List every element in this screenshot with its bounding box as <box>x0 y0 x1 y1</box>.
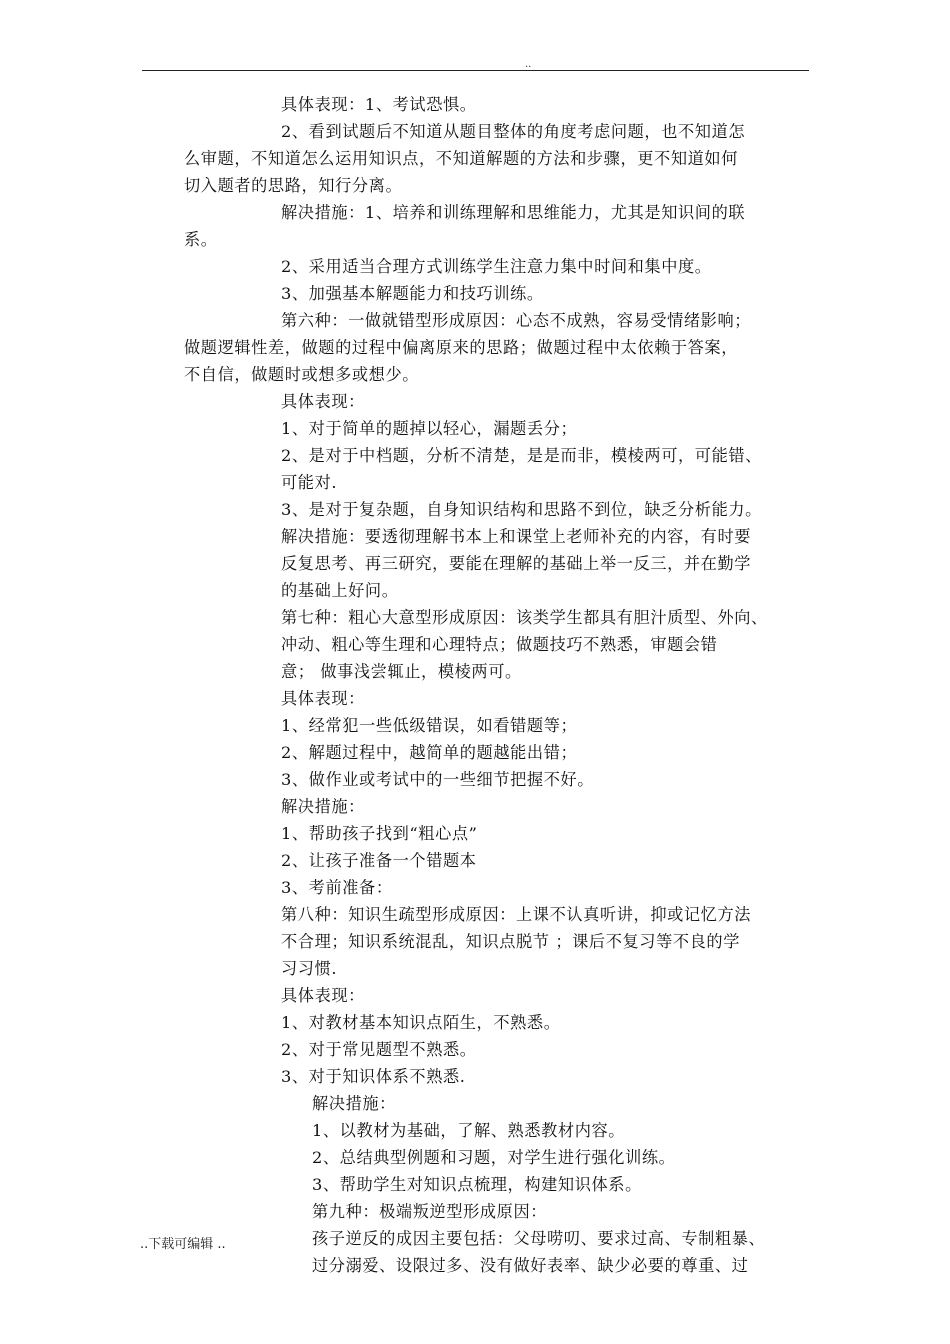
text-line: 意； 做事浅尝辄止，模棱两可。 <box>281 662 522 681</box>
text-line: 3、做作业或考试中的一些细节把握不好。 <box>281 770 595 789</box>
text-line: 第七种：粗心大意型形成原因：该类学生都具有胆汁质型、外向、 <box>281 608 768 627</box>
text-line: 第八种：知识生疏型形成原因：上课不认真听讲，抑或记忆方法 <box>281 905 752 924</box>
header-marker: .. <box>525 59 532 70</box>
header-rule <box>142 70 809 71</box>
text-line: 解决措施： <box>281 797 365 816</box>
text-line: 1、经常犯一些低级错误，如看错题等； <box>281 716 578 735</box>
text-line: 不合理；知识系统混乱，知识点脱节 ；课后不复习等不良的学 <box>281 932 741 951</box>
text-line: 1、对教材基本知识点陌生，不熟悉。 <box>281 1013 561 1032</box>
text-line: 做题逻辑性差，做题的过程中偏离原来的思路；做题过程中太依赖于答案， <box>184 338 738 357</box>
text-line: 孩子逆反的成因主要包括：父母唠叨、要求过高、专制粗暴、 <box>312 1229 766 1248</box>
text-line: 具体表现：1、考试恐惧。 <box>281 95 477 114</box>
text-line: 反复思考、再三研究，要能在理解的基础上举一反三，并在勤学 <box>281 554 752 573</box>
text-line: 2、解题过程中，越简单的题越能出错； <box>281 743 578 762</box>
text-line: 2、总结典型例题和习题，对学生进行强化训练。 <box>312 1148 676 1167</box>
text-line: 1、帮助孩子找到“粗心点” <box>281 824 478 843</box>
text-line: 3、考前准备： <box>281 878 393 897</box>
text-line: 习习惯. <box>281 959 338 978</box>
text-line: 第六种：一做就错型形成原因：心态不成熟，容易受情绪影响； <box>281 311 752 330</box>
text-line: 2、采用适当合理方式训练学生注意力集中时间和集中度。 <box>281 257 712 276</box>
text-line: 3、加强基本解题能力和技巧训练。 <box>281 284 544 303</box>
text-line: 具体表现： <box>281 986 365 1005</box>
text-line: 3、是对于复杂题，自身知识结构和思路不到位，缺乏分析能力。 <box>281 500 762 519</box>
page-footer: ..下载可编辑 .. <box>140 1237 226 1252</box>
text-line: 过分溺爱、设限过多、没有做好表率、缺少必要的尊重、过 <box>312 1256 749 1275</box>
text-line: 切入题者的思路，知行分离。 <box>184 176 403 195</box>
text-line: 2、是对于中档题，分析不清楚，是是而非，模棱两可，可能错、 <box>281 446 762 465</box>
text-line: 具体表现： <box>281 392 365 411</box>
text-line: 3、对于知识体系不熟悉. <box>281 1067 466 1086</box>
text-line: 第九种：极端叛逆型形成原因： <box>312 1202 548 1221</box>
text-line: 2、看到试题后不知道从题目整体的角度考虑问题，也不知道怎 <box>281 122 746 141</box>
text-line: 的基础上好问。 <box>281 581 399 600</box>
text-line: 不自信，做题时或想多或想少。 <box>184 365 420 384</box>
text-line: 冲动、粗心等生理和心理特点；做题技巧不熟悉，审题会错 <box>281 635 718 654</box>
text-line: 系。 <box>184 230 218 249</box>
text-line: 解决措施：1、培养和训练理解和思维能力，尤其是知识间的联 <box>281 203 746 222</box>
text-line: 3、帮助学生对知识点梳理，构建知识体系。 <box>312 1175 642 1194</box>
text-line: 1、以教材为基础，了解、熟悉教材内容。 <box>312 1121 626 1140</box>
text-line: 解决措施： <box>312 1094 396 1113</box>
text-line: 具体表现： <box>281 689 365 708</box>
text-line: 1、对于简单的题掉以轻心，漏题丢分； <box>281 419 578 438</box>
text-line: 解决措施：要透彻理解书本上和课堂上老师补充的内容，有时要 <box>281 527 752 546</box>
text-line: 可能对. <box>281 473 338 492</box>
text-line: 么审题，不知道怎么运用知识点，不知道解题的方法和步骤，更不知道如何 <box>184 149 738 168</box>
text-line: 2、让孩子准备一个错题本 <box>281 851 477 870</box>
text-line: 2、对于常见题型不熟悉。 <box>281 1040 477 1059</box>
